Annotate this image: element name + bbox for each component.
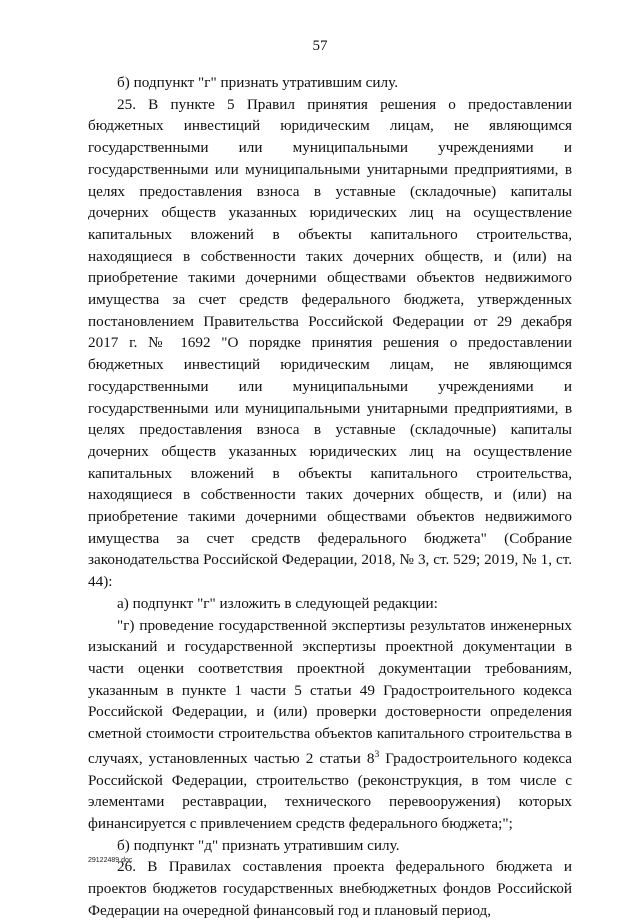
page-number: 57 [312,38,328,54]
paragraph-26: 26. В Правилах составления проекта федерального бюджета и проектов бюджетов государственных внебюджетных фондов Российской Федерации на очередной финансовый год и плановый период, [88,858,572,919]
paragraph-25: 25. В пункте 5 Правил принятия решения о предоставлении бюджетных инвестиций юридическим лицам, не являющимся государственными или муниципальными учреждениями и государственными или муниципальными унитарными предприятиями, в целях предоставления взноса в уставные (складочные) капиталы дочерних обществ указанных юридических лиц на осуществление капитальных вложений в объекты капитального строительства, находящиеся в собственности таких дочерних обществ, и (или) на приобретение такими дочерними обществами объектов недвижимого имущества за счет средств федерального бюджета, утвержденных постановлением Правительства Российской Федерации от 29 декабря 2017 г. № 1692 "О порядке принятия решения о предоставлении бюджетных инвестиций юридическим лицам, не являющимся государственными или муниципальными учреждениями и государственными или муниципальными унитарными предприятиями, в целях предоставления взноса в уставные (складочные) капиталы дочерних обществ указанных юридических лиц на осуществление капитальных вложений в объекты капитального строительства, находящиеся в собственности таких дочерних обществ, и (или) на приобретение такими дочерними обществами объектов недвижимого имущества за счет средств федерального бюджета" (Собрание законодательства Российской Федерации, 2018, № 3, ст. 529; 2019, № 1, ст. 44): [88,95,572,591]
article-superscript: 3 [374,749,380,760]
quoted-subitem-g [88,615,572,835]
paragraph-b-subitem-g: б) подпункт "г" признать утратившим силу. [117,74,399,91]
document-body [88,72,572,921]
quoted-subitem-g-part2: Градостроительного кодекса Российской Федерации, строительство (реконструкция, в том числе с элементами реставрации, технического перевооружения) которых финансируется с привлечением средств федерального бюджета;"; [88,749,572,832]
paragraph-b-subitem-d: б) подпункт "д" признать утратившим силу. [117,836,400,854]
paragraph-a-subitem-g: а) подпункт "г" изложить в следующей редакции: [117,594,438,612]
footer-file-code: 29122489.doc [88,857,133,864]
quoted-subitem-g-part1: "г) проведение государственной экспертизы результатов инженерных изысканий и государственной экспертизы проектной документации в части оценки соответствия проектной документации требованиям, указанным в пункте 1 части 5 статьи 49 Градостроительного кодекса Российской Федерации, и (или) проверки достоверности определения сметной стоимости строительства объектов капитального строительства в случаях, установленных частью 2 статьи 8 [88,616,572,767]
